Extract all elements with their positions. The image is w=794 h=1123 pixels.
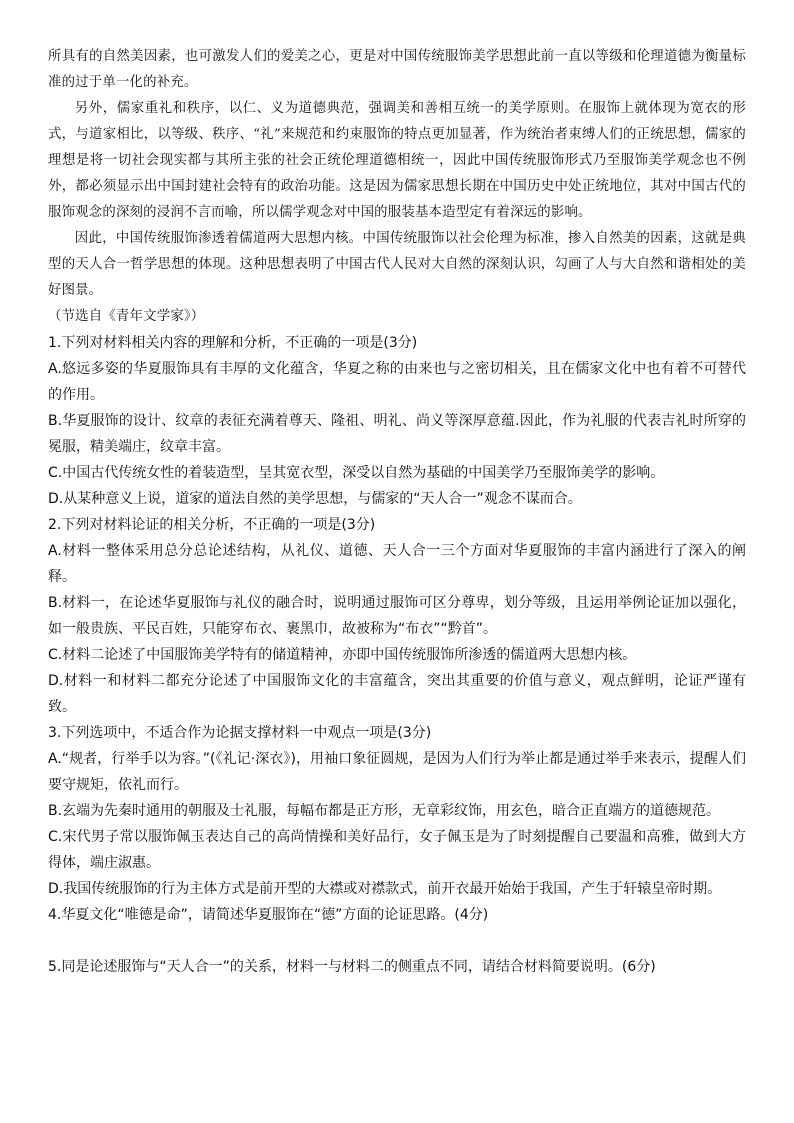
question-1-option-a: A.悠远多姿的华夏服饰具有丰厚的文化蕴含，华夏之称的由来也与之密切相关，且在儒家文化中也有着不可替代的作用。 — [48, 361, 746, 403]
question-3-option-b: B.玄端为先秦时通用的朝服及士礼服，每幅布都是正方形，无章彩纹饰，用玄色，暗合正直端方的道德规范。 — [48, 803, 721, 819]
question-1-option-c: C.中国古代传统女性的着装造型，呈其宽衣型，深受以自然为基础的中国美学乃至服饰美学的影响。 — [48, 465, 665, 481]
passage-paragraph-2: 另外，儒家重礼和秩序，以仁、义为道德典范，强调美和善相互统一的美学原则。在服饰上就体现为宽衣的形式，与道家相比，以等级、秩序、“礼”来规范和约束服饰的特点更加显著，作为统治者束缚人们的正统思想，儒家的理想是将一切社会现实都与其所主张的社会正统伦理道德相统一，因此中国传统服饰形式乃至服饰美学观念也不例外，都必须显示出中国封建社会特有的政治功能。这是因为儒家思想长期在中国历史中处正统地位，其对中国古代的服饰观念的深刻的浸润不言而喻，所以儒学观念对中国的服装基本造型定有着深远的影响。 — [48, 101, 746, 220]
question-3-option-d: D.我国传统服饰的行为主体方式是前开型的大襟或对襟款式，前开衣最开始始于我国，产生于轩辕皇帝时期。 — [48, 881, 722, 897]
question-1-stem: 1.下列对材料相关内容的理解和分析，不正确的一项是(3分) — [48, 335, 418, 351]
question-1 — [48, 330, 746, 512]
question-3-option-a: A.“规者，行举手以为容。”(《礼记·深衣》)，用袖口象征圆规，是因为人们行为举止都是通过举手来表示，提醒人们要守规矩，依礼而行。 — [48, 751, 746, 793]
question-3-stem: 3.下列选项中，不适合作为论据支撑材料一中观点一项是(3分) — [48, 725, 432, 741]
question-2-stem: 2.下列对材料论证的相关分析，不正确的一项是(3分) — [48, 517, 376, 533]
question-2-option-b: B.材料一，在论述华夏服饰与礼仪的融合时，说明通过服饰可区分尊卑，划分等级，且运用举例论证加以强化，如一般贵族、平民百姓，只能穿布衣、裹黑巾，故被称为“布衣”“黔首”。 — [48, 595, 746, 637]
question-1-option-d: D.从某种意义上说，道家的道法自然的美学思想，与儒家的“天人合一”观念不谋而合。 — [48, 491, 582, 507]
question-2 — [48, 512, 746, 720]
question-4 — [48, 902, 746, 954]
question-4-stem: 4.华夏文化“唯德是命”，请简述华夏服饰在“德”方面的论证思路。(4分) — [48, 907, 489, 923]
question-3-option-c: C.宋代男子常以服饰佩玉表达自己的高尚情操和美好品行，女子佩玉是为了时刻提醒自己要温和高雅，做到大方得体，端庄淑惠。 — [48, 829, 746, 871]
question-2-option-c: C.材料二论述了中国服饰美学特有的储道精神，亦即中国传统服饰所渗透的儒道两大思想内核。 — [48, 647, 637, 663]
question-2-option-d: D.材料一和材料二都充分论述了中国服饰文化的丰富蕴含，突出其重要的价值与意义，观点鲜明，论证严谨有致。 — [48, 673, 746, 715]
passage-source: （节选自《青年文学家》） — [48, 309, 205, 324]
question-5 — [48, 954, 746, 980]
passage-paragraph-3: 因此，中国传统服饰渗透着儒道两大思想内核。中国传统服饰以社会伦理为标准，掺入自然美的因素，这就是典型的天人合一哲学思想的体现。这种思想表明了中国古代人民对大自然的深刻认识，勾画了人与大自然和谐相处的美好图景。 — [48, 231, 746, 298]
question-5-stem: 5.同是论述服饰与“天人合一”的关系，材料一与材料二的侧重点不同，请结合材料简要说明。(6分) — [48, 959, 656, 975]
question-3 — [48, 720, 746, 902]
question-list — [48, 330, 746, 980]
answer-space — [48, 928, 746, 954]
passage-paragraph-1: 所具有的自然美因素，也可激发人们的爱美之心，更是对中国传统服饰美学思想此前一直以等级和伦理道德为衡量标准的过于单一化的补充。 — [48, 49, 746, 90]
question-2-option-a: A.材料一整体采用总分总论述结构，从礼仪、道德、天人合一三个方面对华夏服饰的丰富内涵进行了深入的阐释。 — [48, 543, 746, 585]
question-1-option-b: B.华夏服饰的设计、纹章的表征充满着尊天、隆祖、明礼、尚义等深厚意蕴.因此，作为礼服的代表吉礼时所穿的冕服，精美端庄，纹章丰富。 — [48, 413, 746, 455]
reading-passage — [48, 44, 746, 330]
